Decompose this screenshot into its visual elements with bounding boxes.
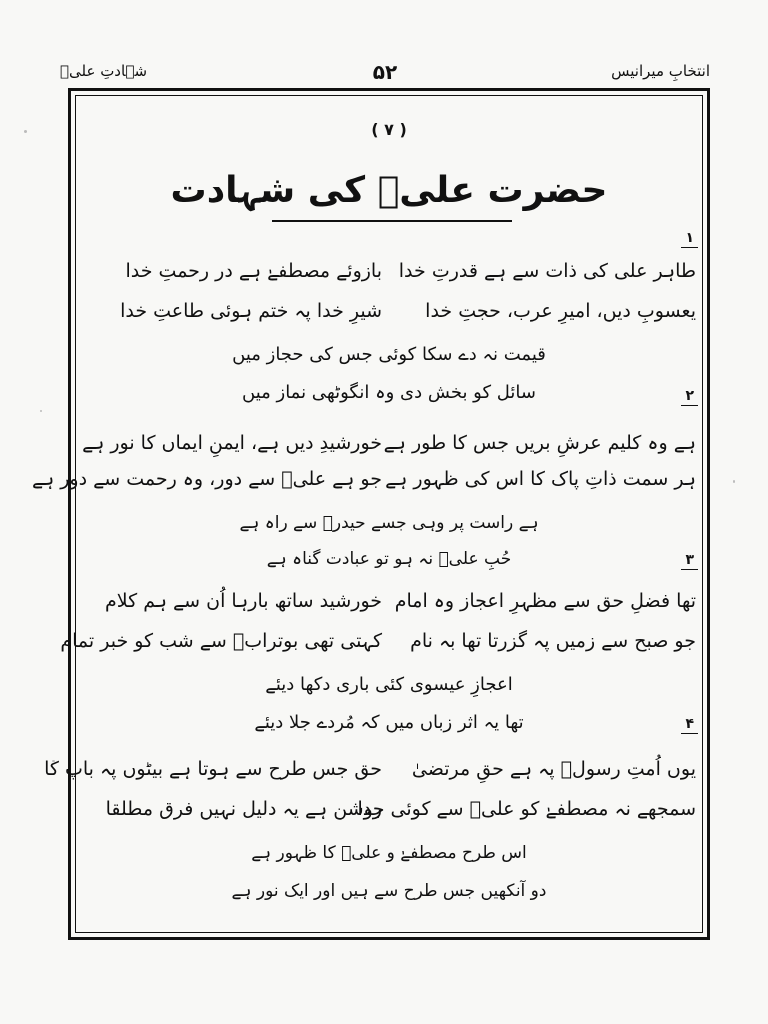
couplet: [82, 432, 696, 462]
misra: یوں اُمتِ رسولؐ پہ ہے حقِ مرتضیٰ: [411, 758, 696, 780]
misra: بازوئے مصطفےٰ ہے در رحمتِ خدا: [125, 260, 382, 282]
closing-line: دو آنکھیں جس طرح سے ہیں اور ایک نور ہے: [231, 881, 547, 901]
closing-line: حُبِ علیؑ نہ ہو تو عبادت گناہ ہے: [266, 549, 512, 569]
poem-body: [31, 96, 696, 932]
page-number: ۵۲: [372, 60, 398, 84]
title-ornament: [272, 220, 512, 222]
couplet: [60, 630, 696, 660]
couplet: [82, 798, 696, 828]
misra: روشن ہے یہ دلیل نہیں فرق مطلقا: [105, 798, 382, 820]
stanza-number: ۴: [685, 716, 694, 732]
misra: خورشیدِ دیں ہے، ایمنِ ایماں کا نور ہے: [82, 432, 382, 454]
stanza-number: ۳: [685, 552, 694, 568]
closing-line: سائل کو بخش دی وہ انگوٹھی نماز میں: [242, 382, 536, 403]
stanza-number: ۱: [685, 230, 694, 246]
section-title: شہادتِ علیؑ: [60, 62, 148, 80]
paper-speck: [733, 480, 735, 483]
closing-line: اعجازِ عیسوی کئی باری دکھا دیئے: [265, 674, 513, 695]
chapter-number: ( ۷ ): [371, 120, 407, 139]
couplet: [44, 758, 696, 788]
misra: یعسوبِ دیں، امیرِ عرب، حجتِ خدا: [425, 300, 696, 322]
misra: ہے وہ کلیم عرشِ بریں جس کا طور ہے: [383, 432, 696, 454]
misra: سمجھے نہ مصطفےٰ کو علیؑ سے کوئی جدا: [357, 798, 696, 820]
misra: خورشید ساتھ بارہا اُن سے ہم کلام: [105, 590, 382, 612]
closing-line: تھا یہ اثر زباں میں کہ مُردے جلا دیئے: [254, 712, 524, 733]
running-head: [60, 60, 710, 86]
stanza-number: ۲: [685, 388, 694, 404]
misra: طاہر علی کی ذات سے ہے قدرتِ خدا: [398, 260, 696, 282]
misra: کہتی تھی بوترابؑ سے شب کو خبر تمام: [60, 630, 382, 652]
couplet: [82, 260, 696, 290]
misra: ہر سمت ذاتِ پاک کا اس کی ظہور ہے: [385, 468, 696, 490]
misra: جو صبح سے زمیں پہ گزرتا تھا بہ نام: [410, 630, 696, 652]
closing-line: ہے راست پر وہی جسے حیدرؑ سے راہ ہے: [239, 513, 539, 533]
closing-line: قیمت نہ دے سکا کوئی جس کی حجاز میں: [232, 344, 546, 365]
couplet: [31, 468, 696, 498]
misra: شیرِ خدا پہ ختم ہوئی طاعتِ خدا: [120, 300, 382, 322]
misra: تھا فضلِ حق سے مظہرِ اعجاز وہ امام: [394, 590, 696, 612]
closing-line: اس طرح مصطفےٰ و علیؑ کا ظہور ہے: [251, 843, 527, 863]
couplet: [82, 590, 696, 620]
couplet: [82, 300, 696, 330]
misra: جو ہے علیؑ سے دور، وہ رحمت سے دور ہے: [31, 468, 382, 490]
paper-speck: [24, 130, 27, 133]
paper-speck: [40, 410, 42, 412]
book-title: انتخابِ میرانیس: [611, 62, 710, 80]
poem-title: حضرت علیؑ کی شہادت: [170, 170, 608, 211]
misra: حق جس طرح سے ہوتا ہے بیٹوں پہ باپ کا: [44, 758, 382, 780]
